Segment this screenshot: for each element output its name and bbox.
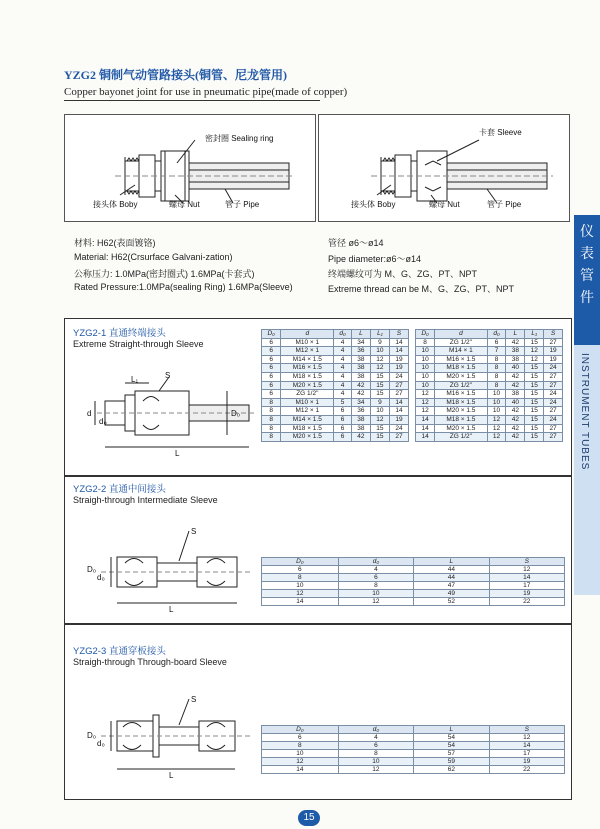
- table-cell: 12: [370, 415, 389, 424]
- table-cell: 6: [338, 574, 413, 582]
- table-row: [262, 598, 565, 606]
- sidebar-char: 表: [580, 246, 594, 262]
- table-cell: 27: [544, 338, 563, 347]
- table-cell: M10 × 1: [281, 338, 334, 347]
- column-header: S: [389, 330, 408, 339]
- section1-table-right: [415, 329, 563, 442]
- dim-d0-small: d₀: [97, 739, 105, 748]
- table-cell: 22: [489, 766, 564, 774]
- table-cell: 4: [334, 347, 352, 356]
- table-cell: 12: [416, 398, 435, 407]
- table-cell: 8: [262, 433, 281, 442]
- table-cell: 4: [334, 372, 352, 381]
- table-row: [262, 734, 565, 742]
- table-cell: M14 × 1: [435, 347, 487, 356]
- table-cell: 10: [416, 364, 435, 373]
- table-cell: 57: [414, 750, 489, 758]
- diameter-en: Pipe diameter:ø6～ø14: [328, 254, 422, 264]
- table-cell: 19: [544, 355, 563, 364]
- table-cell: 59: [414, 758, 489, 766]
- table-cell: 6: [334, 433, 352, 442]
- table-cell: 44: [414, 566, 489, 574]
- table-cell: 15: [370, 390, 389, 399]
- table-cell: 44: [414, 574, 489, 582]
- dim-l: L: [169, 771, 174, 780]
- column-header: L: [506, 330, 525, 339]
- table-cell: 24: [544, 415, 563, 424]
- table-cell: 36: [351, 347, 370, 356]
- column-header: d: [435, 330, 487, 339]
- table-cell: 5: [334, 398, 352, 407]
- table-cell: 22: [489, 598, 564, 606]
- sidebar-char: 仪: [580, 224, 594, 240]
- table-cell: 4: [334, 338, 352, 347]
- dim-d0-small: d₀: [97, 573, 105, 582]
- table-row: [262, 750, 565, 758]
- page-title-cn: YZG2 铜制气动管路接头(铜管、尼龙管用): [64, 68, 287, 82]
- table-cell: 19: [389, 355, 408, 364]
- table-cell: 15: [525, 424, 544, 433]
- table-cell: 42: [506, 338, 525, 347]
- table-cell: 12: [338, 598, 413, 606]
- table-cell: 34: [351, 338, 370, 347]
- table-cell: 6: [262, 338, 281, 347]
- table-cell: 6: [262, 381, 281, 390]
- table-cell: 10: [487, 390, 506, 399]
- table-row: [262, 347, 409, 356]
- table-cell: 8: [487, 355, 506, 364]
- table-row: [262, 574, 565, 582]
- table-cell: 10: [338, 758, 413, 766]
- table-cell: M20 × 1.5: [435, 424, 487, 433]
- table-cell: 4: [334, 381, 352, 390]
- table-cell: 42: [351, 433, 370, 442]
- table-cell: 12: [525, 347, 544, 356]
- table-cell: 4: [334, 390, 352, 399]
- table-cell: 6: [338, 742, 413, 750]
- section-yzg2-2: [64, 476, 572, 624]
- table-row: [262, 582, 565, 590]
- table-cell: 10: [487, 407, 506, 416]
- title-underline: [64, 100, 320, 101]
- table-cell: 8: [416, 338, 435, 347]
- pipe-label: 管子 Pipe: [487, 200, 522, 209]
- column-header: D₀: [262, 726, 339, 734]
- table-cell: 47: [414, 582, 489, 590]
- table-header-row: [262, 726, 565, 734]
- table-cell: 36: [351, 407, 370, 416]
- table-row: [262, 566, 565, 574]
- table-cell: 8: [262, 424, 281, 433]
- column-header: d₀: [334, 330, 352, 339]
- table-cell: M18 × 1.5: [435, 364, 487, 373]
- table-cell: 6: [334, 415, 352, 424]
- dim-l1: L₁: [131, 375, 139, 384]
- dim-s: S: [191, 695, 197, 704]
- table-cell: 15: [525, 390, 544, 399]
- table-cell: M16 × 1.5: [435, 355, 487, 364]
- pressure-cn: 公称压力: 1.0MPa(密封圈式) 1.6MPa(卡套式): [74, 269, 255, 279]
- table-cell: 10: [370, 347, 389, 356]
- table-row: [262, 372, 409, 381]
- table-row: [262, 424, 409, 433]
- page-number: 15: [298, 810, 320, 826]
- table-cell: 12: [525, 355, 544, 364]
- table-cell: 10: [338, 590, 413, 598]
- table-cell: 14: [389, 398, 408, 407]
- table-cell: 62: [414, 766, 489, 774]
- section-yzg2-1: [64, 318, 572, 476]
- column-header: S: [489, 558, 564, 566]
- table-cell: 10: [416, 381, 435, 390]
- section3-subtitle: Straigh-through Through-board Sleeve: [73, 657, 227, 667]
- table-cell: 15: [525, 364, 544, 373]
- table-cell: 7: [487, 347, 506, 356]
- category-sidebar-tab: [574, 215, 600, 595]
- table-cell: M18 × 1.5: [281, 372, 334, 381]
- table-row: [262, 407, 409, 416]
- dim-l: L: [169, 605, 174, 614]
- table-cell: 52: [414, 598, 489, 606]
- table-cell: M14 × 1.5: [281, 415, 334, 424]
- dim-s: S: [191, 527, 197, 536]
- table-cell: 10: [262, 750, 339, 758]
- table-cell: M14 × 1.5: [281, 355, 334, 364]
- table-cell: 10: [416, 372, 435, 381]
- table-row: [262, 433, 409, 442]
- dim-d0: D₀: [87, 565, 97, 574]
- table-cell: 14: [389, 407, 408, 416]
- table-row: [416, 415, 563, 424]
- table-row: [416, 355, 563, 364]
- table-cell: 40: [506, 364, 525, 373]
- page-title-en: Copper bayonet joint for use in pneumatic pipe(made of copper): [64, 86, 348, 98]
- table-cell: 38: [506, 347, 525, 356]
- table-row: [262, 398, 409, 407]
- table-cell: 54: [414, 734, 489, 742]
- table-cell: 12: [370, 355, 389, 364]
- table-cell: ZG 1/2": [281, 390, 334, 399]
- table-cell: 42: [506, 424, 525, 433]
- table-cell: M18 × 1.5: [435, 415, 487, 424]
- dim-l: L: [175, 449, 180, 458]
- table-row: [262, 338, 409, 347]
- table-cell: 38: [506, 390, 525, 399]
- table-row: [262, 742, 565, 750]
- sealing-ring-label: 密封圈 Sealing ring: [205, 134, 274, 143]
- section2-table: [261, 557, 565, 606]
- table-cell: 14: [416, 415, 435, 424]
- table-cell: 12: [370, 364, 389, 373]
- table-row: [262, 415, 409, 424]
- body-label: 接头体 Boby: [351, 200, 396, 209]
- column-header: L₁: [525, 330, 544, 339]
- table-cell: 8: [487, 364, 506, 373]
- diameter-cn: 管径 ø6～ø14: [328, 238, 384, 248]
- table-cell: 19: [544, 347, 563, 356]
- table-cell: M20 × 1.5: [435, 407, 487, 416]
- table-cell: 14: [416, 433, 435, 442]
- table-cell: M16 × 1.5: [281, 364, 334, 373]
- table-cell: ZG 1/2": [435, 338, 487, 347]
- table-cell: 40: [506, 398, 525, 407]
- table-cell: 27: [389, 390, 408, 399]
- dim-d0-small: d₀: [99, 417, 107, 426]
- table-cell: 9: [370, 398, 389, 407]
- table-cell: 12: [262, 758, 339, 766]
- table-cell: 54: [414, 742, 489, 750]
- table-cell: 24: [544, 390, 563, 399]
- table-cell: 42: [351, 390, 370, 399]
- table-cell: M20 × 1.5: [281, 433, 334, 442]
- table-cell: 4: [338, 566, 413, 574]
- table-cell: 6: [262, 734, 339, 742]
- table-cell: 8: [262, 574, 339, 582]
- column-header: d: [281, 330, 334, 339]
- table-cell: M12 × 1: [281, 347, 334, 356]
- table-cell: 14: [262, 598, 339, 606]
- table-row: [262, 355, 409, 364]
- sidebar-english: [574, 345, 600, 595]
- table-cell: 24: [389, 424, 408, 433]
- section3-table: [261, 725, 565, 774]
- table-row: [416, 372, 563, 381]
- table-cell: 19: [489, 590, 564, 598]
- section2-subtitle: Straigh-through Intermediate Sleeve: [73, 495, 218, 505]
- table-cell: 10: [416, 355, 435, 364]
- column-header: d₀: [338, 558, 413, 566]
- table-cell: 14: [389, 347, 408, 356]
- table-cell: 12: [487, 415, 506, 424]
- nut-label: 螺母 Nut: [169, 200, 200, 209]
- dim-s: S: [165, 371, 171, 380]
- table-row: [416, 347, 563, 356]
- table-cell: 6: [334, 407, 352, 416]
- table-row: [416, 381, 563, 390]
- table-cell: 6: [262, 566, 339, 574]
- table-cell: 42: [351, 381, 370, 390]
- table-cell: 27: [544, 424, 563, 433]
- table-cell: 6: [334, 424, 352, 433]
- table-cell: ZG 1/2": [435, 381, 487, 390]
- table-row: [262, 766, 565, 774]
- table-row: [416, 407, 563, 416]
- column-header: L: [414, 558, 489, 566]
- table-cell: 27: [544, 407, 563, 416]
- table-cell: 10: [487, 398, 506, 407]
- table-cell: 14: [389, 338, 408, 347]
- table-cell: 6: [487, 338, 506, 347]
- column-header: D₀: [262, 330, 281, 339]
- table-row: [262, 364, 409, 373]
- section1-subtitle: Extreme Straight-through Sleeve: [73, 339, 204, 349]
- table-cell: 12: [489, 734, 564, 742]
- pressure-en: Rated Pressure:1.0MPa(sealing Ring) 1.6MPa(Sleeve): [74, 282, 293, 292]
- column-header: D₀: [416, 330, 435, 339]
- section2-title: YZG2-2 直通中间接头: [73, 484, 166, 495]
- column-header: L: [414, 726, 489, 734]
- table-cell: 6: [262, 364, 281, 373]
- table-cell: 42: [506, 415, 525, 424]
- sealing-ring-drawing: [64, 114, 316, 222]
- table-cell: 8: [338, 582, 413, 590]
- table-row: [262, 390, 409, 399]
- section1-table-left: [261, 329, 409, 442]
- table-cell: 27: [389, 433, 408, 442]
- table-cell: 15: [525, 338, 544, 347]
- sleeve-drawing: [318, 114, 570, 222]
- table-cell: 6: [262, 372, 281, 381]
- table-cell: 8: [262, 742, 339, 750]
- table-cell: 12: [416, 407, 435, 416]
- sidebar-english-label: INSTRUMENT TUBES: [579, 353, 590, 471]
- material-en: Material: H62(Crsurface Galvani-zation): [74, 252, 233, 262]
- column-header: d₀: [338, 726, 413, 734]
- table-cell: 14: [489, 574, 564, 582]
- table-cell: 12: [489, 566, 564, 574]
- table-cell: 12: [416, 390, 435, 399]
- table-cell: 42: [506, 407, 525, 416]
- table-cell: 10: [416, 347, 435, 356]
- table-cell: 49: [414, 590, 489, 598]
- table-cell: 15: [525, 433, 544, 442]
- table-cell: 4: [334, 364, 352, 373]
- table-cell: 19: [389, 415, 408, 424]
- table-cell: 8: [262, 415, 281, 424]
- table-cell: 24: [389, 372, 408, 381]
- table-cell: 38: [351, 415, 370, 424]
- material-cn: 材料: H62(表面镀铬): [74, 238, 156, 248]
- table-header-row: [262, 330, 409, 339]
- table-cell: 38: [351, 424, 370, 433]
- table-cell: 15: [525, 372, 544, 381]
- column-header: S: [489, 726, 564, 734]
- column-header: L₁: [370, 330, 389, 339]
- table-row: [416, 338, 563, 347]
- table-cell: 15: [370, 372, 389, 381]
- column-header: S: [544, 330, 563, 339]
- table-cell: 42: [506, 372, 525, 381]
- table-row: [416, 390, 563, 399]
- table-cell: 14: [416, 424, 435, 433]
- dim-d0: D₀: [231, 409, 241, 418]
- table-cell: 27: [389, 381, 408, 390]
- table-cell: 12: [487, 433, 506, 442]
- table-cell: 15: [525, 407, 544, 416]
- table-row: [416, 433, 563, 442]
- table-cell: 10: [370, 407, 389, 416]
- sidebar-char: 件: [580, 290, 594, 306]
- table-cell: 24: [544, 364, 563, 373]
- table-cell: 27: [544, 433, 563, 442]
- thread-en: Extreme thread can be M、G、ZG、PT、NPT: [328, 284, 515, 294]
- table-cell: M12 × 1: [281, 407, 334, 416]
- section3-title: YZG2-3 直通穿板接头: [73, 646, 166, 657]
- table-cell: 24: [544, 398, 563, 407]
- table-cell: 15: [370, 381, 389, 390]
- table-cell: 38: [351, 355, 370, 364]
- table-cell: 8: [262, 398, 281, 407]
- sidebar-chars: [574, 215, 600, 345]
- table-cell: M18 × 1.5: [281, 424, 334, 433]
- table-cell: 14: [489, 742, 564, 750]
- table-cell: 12: [487, 424, 506, 433]
- dim-d0: D₀: [87, 731, 97, 740]
- section1-title: YZG2-1 直通终端接头: [73, 328, 166, 339]
- table-cell: 19: [489, 758, 564, 766]
- table-header-row: [262, 558, 565, 566]
- table-cell: 15: [525, 415, 544, 424]
- section-yzg2-3: [64, 624, 572, 800]
- table-cell: 38: [506, 355, 525, 364]
- table-cell: M20 × 1.5: [435, 372, 487, 381]
- table-row: [262, 758, 565, 766]
- sleeve-label: 卡套 Sleeve: [479, 128, 522, 137]
- table-cell: 15: [370, 424, 389, 433]
- table-cell: 10: [262, 582, 339, 590]
- table-cell: 27: [544, 372, 563, 381]
- table-cell: 15: [525, 381, 544, 390]
- table-cell: 9: [370, 338, 389, 347]
- table-cell: M10 × 1: [281, 398, 334, 407]
- sidebar-char: 管: [580, 268, 594, 284]
- table-cell: 6: [262, 355, 281, 364]
- table-cell: 4: [338, 734, 413, 742]
- table-cell: 38: [351, 364, 370, 373]
- table-cell: ZG 1/2": [435, 433, 487, 442]
- table-cell: 27: [544, 381, 563, 390]
- table-cell: 6: [262, 390, 281, 399]
- table-cell: 12: [338, 766, 413, 774]
- body-label: 接头体 Boby: [93, 200, 138, 209]
- table-header-row: [416, 330, 563, 339]
- table-cell: 19: [389, 364, 408, 373]
- table-cell: M16 × 1.5: [435, 390, 487, 399]
- thread-cn: 终端螺纹可为 M、G、ZG、PT、NPT: [328, 269, 477, 279]
- table-cell: 38: [351, 372, 370, 381]
- table-cell: 8: [487, 381, 506, 390]
- pipe-label: 管子 Pipe: [225, 200, 260, 209]
- table-cell: 4: [334, 355, 352, 364]
- column-header: d₀: [487, 330, 506, 339]
- table-cell: 15: [370, 433, 389, 442]
- table-cell: 6: [262, 347, 281, 356]
- table-row: [262, 381, 409, 390]
- column-header: L: [351, 330, 370, 339]
- table-cell: 12: [262, 590, 339, 598]
- table-cell: 17: [489, 582, 564, 590]
- table-cell: 15: [525, 398, 544, 407]
- table-row: [416, 364, 563, 373]
- table-cell: M18 × 1.5: [435, 398, 487, 407]
- table-cell: M20 × 1.5: [281, 381, 334, 390]
- table-cell: 8: [262, 407, 281, 416]
- table-cell: 8: [338, 750, 413, 758]
- table-row: [416, 424, 563, 433]
- nut-label: 螺母 Nut: [429, 200, 460, 209]
- table-cell: 14: [262, 766, 339, 774]
- table-row: [416, 398, 563, 407]
- table-cell: 34: [351, 398, 370, 407]
- column-header: D₀: [262, 558, 339, 566]
- table-cell: 8: [487, 372, 506, 381]
- dim-d: d: [87, 409, 92, 418]
- table-cell: 17: [489, 750, 564, 758]
- table-cell: 42: [506, 381, 525, 390]
- table-cell: 42: [506, 433, 525, 442]
- table-row: [262, 590, 565, 598]
